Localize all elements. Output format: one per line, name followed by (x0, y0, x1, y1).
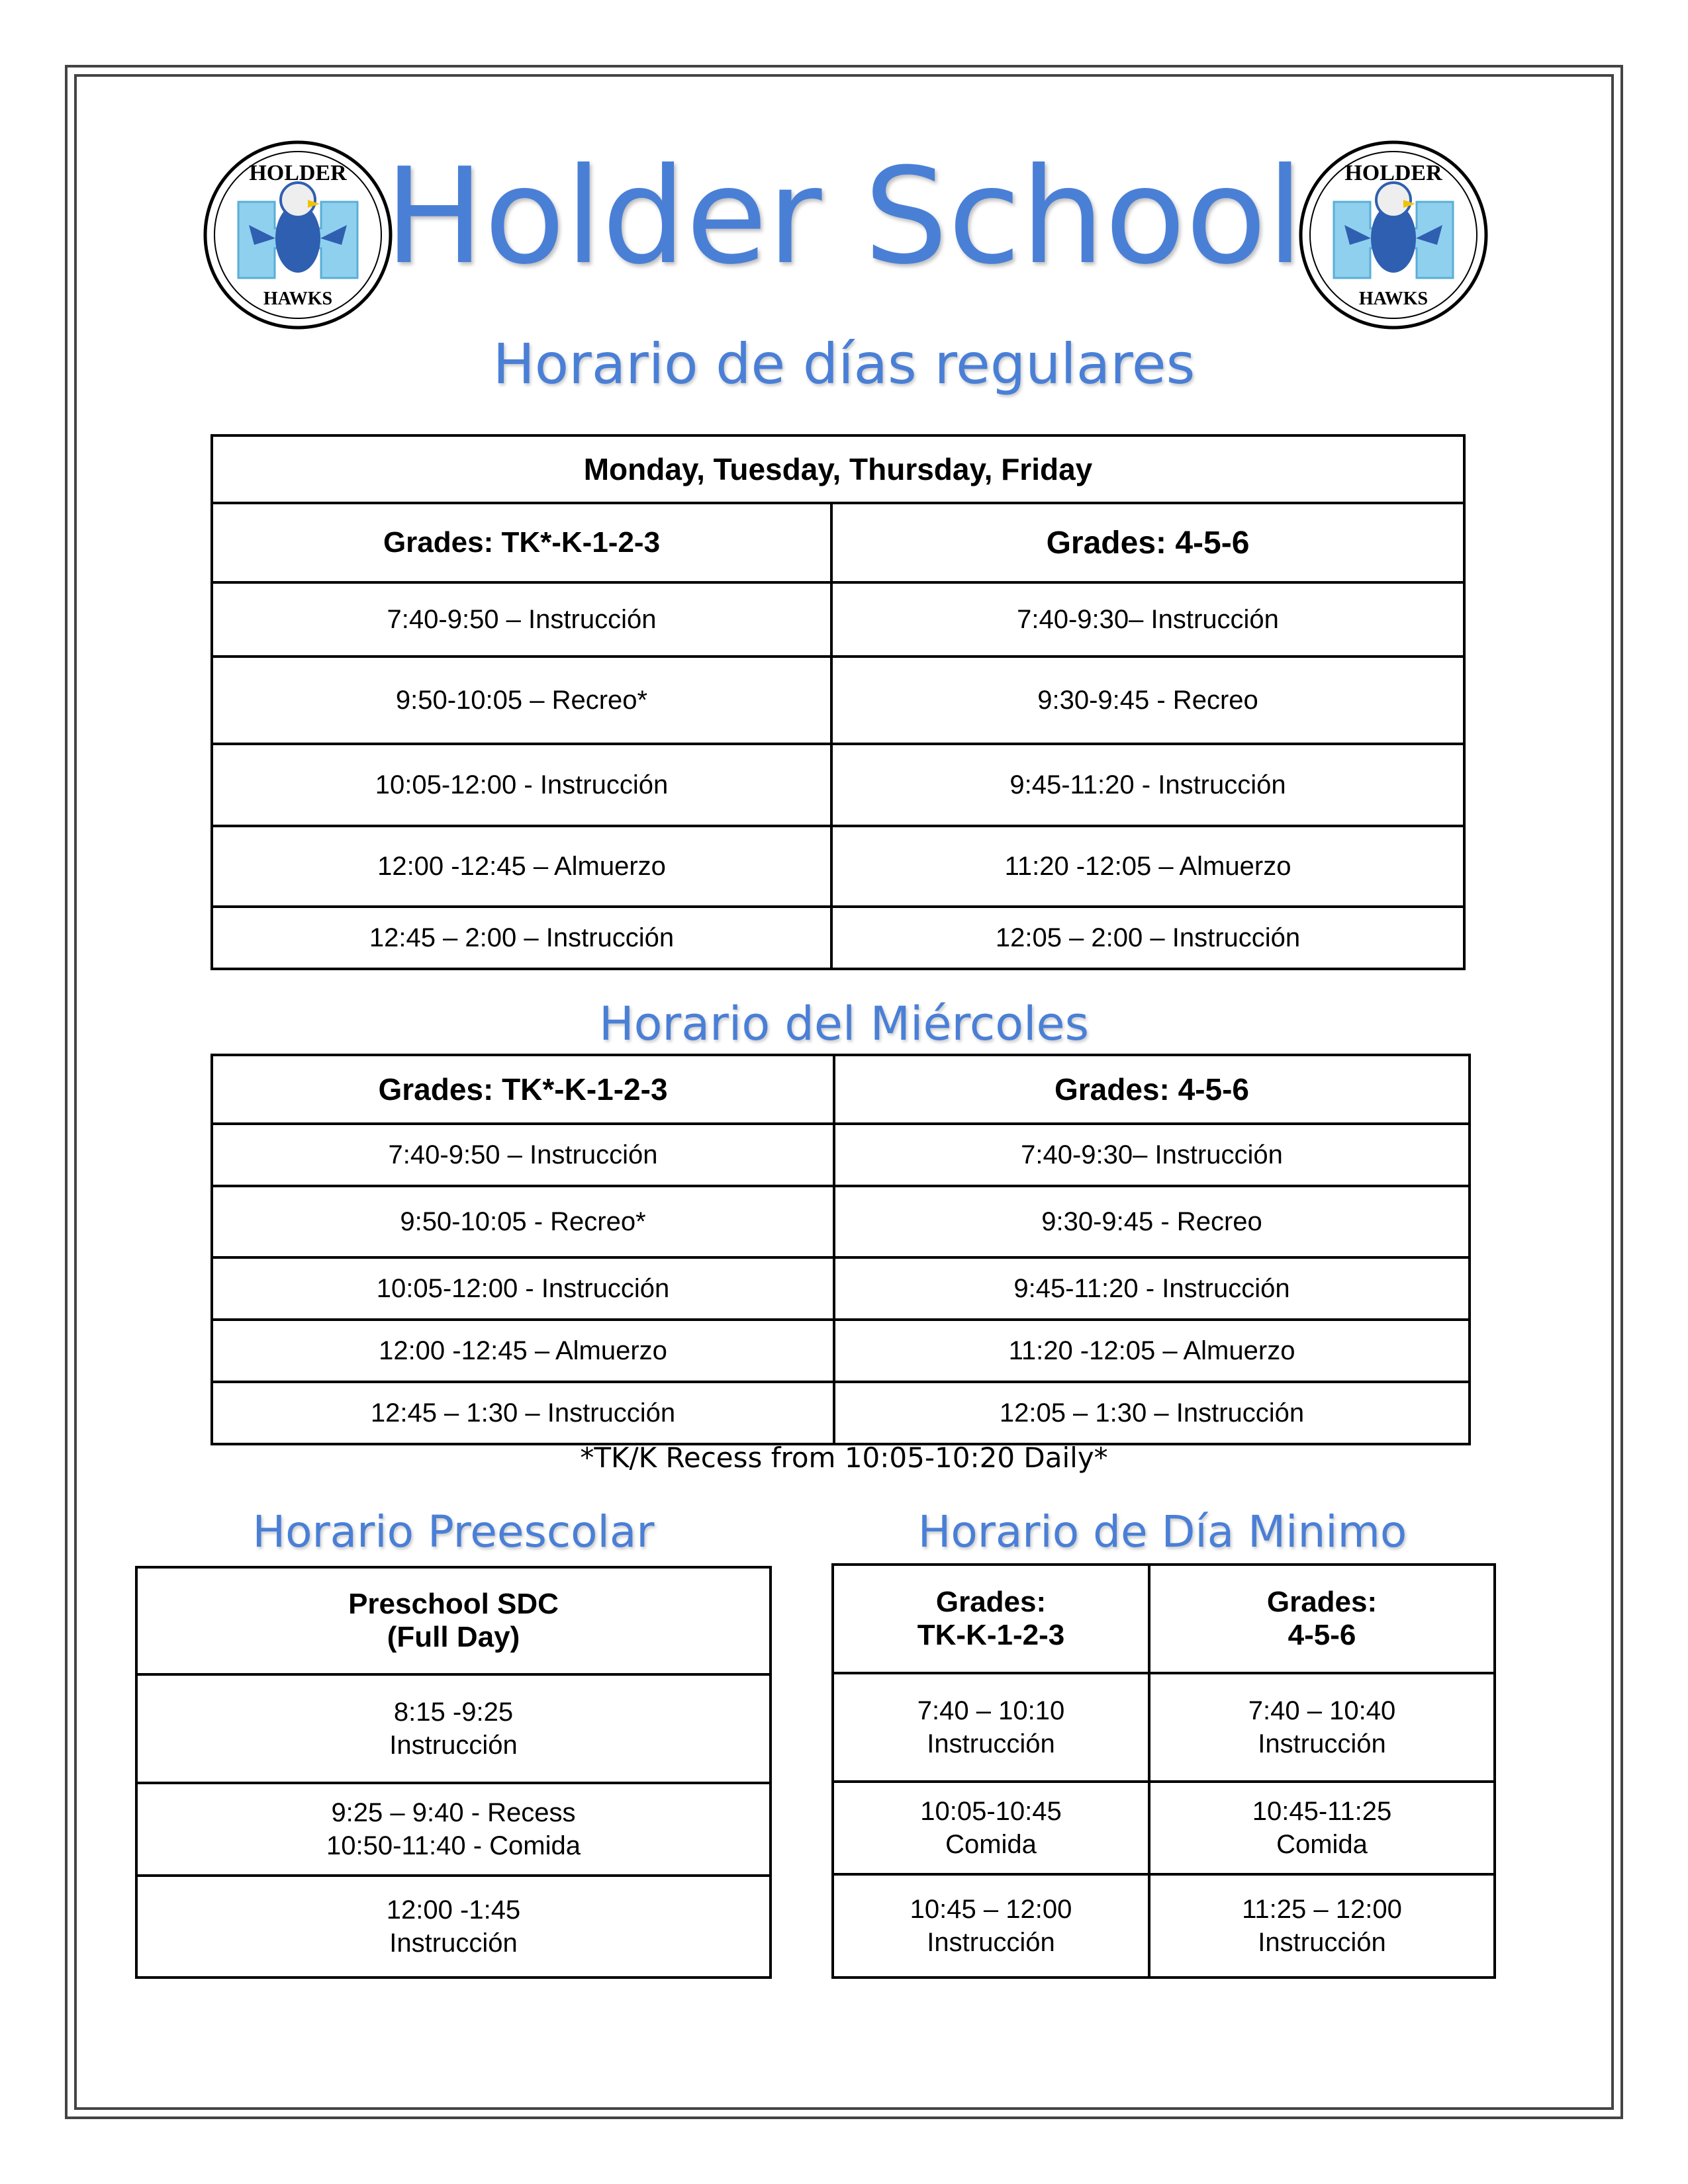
header-line: TK-K-1-2-3 (917, 1619, 1065, 1651)
schedule-cell: 7:40-9:30– Instrucción (831, 582, 1464, 657)
schedule-cell: 12:45 – 1:30 – Instrucción (212, 1382, 834, 1444)
cell-line: 7:40 – 10:10 (917, 1696, 1065, 1725)
schedule-cell: 11:20 -12:05 – Almuerzo (834, 1320, 1470, 1382)
schedule-cell: 9:30-9:45 - Recreo (831, 657, 1464, 744)
grades-4-6-header (1149, 1565, 1495, 1673)
grades-tk-3-header: Grades: TK*-K-1-2-3 (212, 503, 831, 582)
schedule-cell (833, 1782, 1149, 1874)
cell-line: Instrucción (927, 1729, 1055, 1758)
grades-tk-3-header: Grades: TK*-K-1-2-3 (212, 1055, 834, 1124)
wednesday-schedule-title: Horario del Miércoles (598, 997, 1090, 1051)
schedule-cell: 9:50-10:05 - Recreo* (212, 1186, 834, 1257)
schedule-cell: 9:50-10:05 – Recreo* (212, 657, 831, 744)
cell-line: Instrucción (1258, 1928, 1386, 1957)
cell-line: Comida (1276, 1830, 1368, 1859)
schedule-cell: 9:30-9:45 - Recreo (834, 1186, 1470, 1257)
preschool-schedule-title: Horario Preescolar (252, 1506, 655, 1557)
cell-line: 10:45-11:25 (1252, 1797, 1392, 1826)
grades-4-6-header: Grades: 4-5-6 (831, 503, 1464, 582)
regular-schedule-title: Horario de días regulares (492, 332, 1196, 396)
cell-line: 10:50-11:40 - Comida (326, 1831, 581, 1860)
minimum-day-schedule-table (831, 1563, 1496, 1979)
schedule-cell (1149, 1782, 1495, 1874)
preschool-schedule-table (135, 1566, 772, 1979)
cell-line: Instrucción (389, 1929, 518, 1958)
preschool-header-line: (Full Day) (387, 1621, 520, 1653)
schedule-cell: 12:05 – 1:30 – Instrucción (834, 1382, 1470, 1444)
logo-text-bottom: HAWKS (263, 289, 333, 309)
cell-line: Instrucción (927, 1928, 1055, 1957)
cell-line: Comida (945, 1830, 1037, 1859)
cell-line: 10:05-10:45 (920, 1797, 1062, 1826)
recess-note: *TK/K Recess from 10:05-10:20 Daily* (580, 1441, 1108, 1474)
schedule-cell: 7:40-9:30– Instrucción (834, 1124, 1470, 1186)
regular-schedule-table (211, 434, 1466, 970)
grades-4-6-header: Grades: 4-5-6 (834, 1055, 1470, 1124)
schedule-cell: 10:05-12:00 - Instrucción (212, 744, 831, 826)
schedule-cell: 12:00 -12:45 – Almuerzo (212, 1320, 834, 1382)
cell-line: 7:40 – 10:40 (1248, 1696, 1396, 1725)
schedule-cell: 12:05 – 2:00 – Instrucción (831, 907, 1464, 969)
schedule-cell: 11:20 -12:05 – Almuerzo (831, 826, 1464, 907)
wednesday-schedule-table (211, 1054, 1471, 1445)
cell-line: Instrucción (1258, 1729, 1386, 1758)
preschool-header (136, 1567, 771, 1674)
cell-line: 11:25 – 12:00 (1242, 1895, 1402, 1924)
schedule-cell: 10:05-12:00 - Instrucción (212, 1257, 834, 1320)
logo-text-top: HOLDER (249, 161, 347, 185)
cell-line: 12:00 -1:45 (386, 1895, 521, 1925)
schedule-cell (136, 1674, 771, 1783)
schedule-cell (833, 1673, 1149, 1782)
schedule-cell (136, 1876, 771, 1978)
cell-line: Instrucción (389, 1731, 518, 1760)
schedule-cell (1149, 1673, 1495, 1782)
schedule-cell: 7:40-9:50 – Instrucción (212, 582, 831, 657)
page-title: Holder School (384, 140, 1304, 294)
schedule-cell: 12:45 – 2:00 – Instrucción (212, 907, 831, 969)
schedule-cell (136, 1783, 771, 1876)
header-line: 4-5-6 (1288, 1619, 1356, 1651)
logo-text-top: HOLDER (1344, 161, 1442, 185)
header-line: Grades: (1266, 1586, 1378, 1618)
logo-text-bottom: HAWKS (1358, 289, 1429, 309)
cell-line: 8:15 -9:25 (393, 1698, 514, 1727)
preschool-header-line: Preschool SDC (348, 1588, 559, 1620)
schedule-cell: 7:40-9:50 – Instrucción (212, 1124, 834, 1186)
schedule-cell: 9:45-11:20 - Instrucción (834, 1257, 1470, 1320)
cell-line: 10:45 – 12:00 (910, 1895, 1072, 1924)
grades-tk-3-header (833, 1565, 1149, 1673)
days-header: Monday, Tuesday, Thursday, Friday (212, 435, 1464, 503)
cell-line: 9:25 – 9:40 - Recess (331, 1798, 576, 1827)
header-line: Grades: (935, 1586, 1047, 1618)
schedule-cell: 12:00 -12:45 – Almuerzo (212, 826, 831, 907)
schedule-cell (833, 1874, 1149, 1978)
schedule-cell (1149, 1874, 1495, 1978)
minimum-day-schedule-title: Horario de Día Minimo (917, 1506, 1407, 1557)
schedule-cell: 9:45-11:20 - Instrucción (831, 744, 1464, 826)
